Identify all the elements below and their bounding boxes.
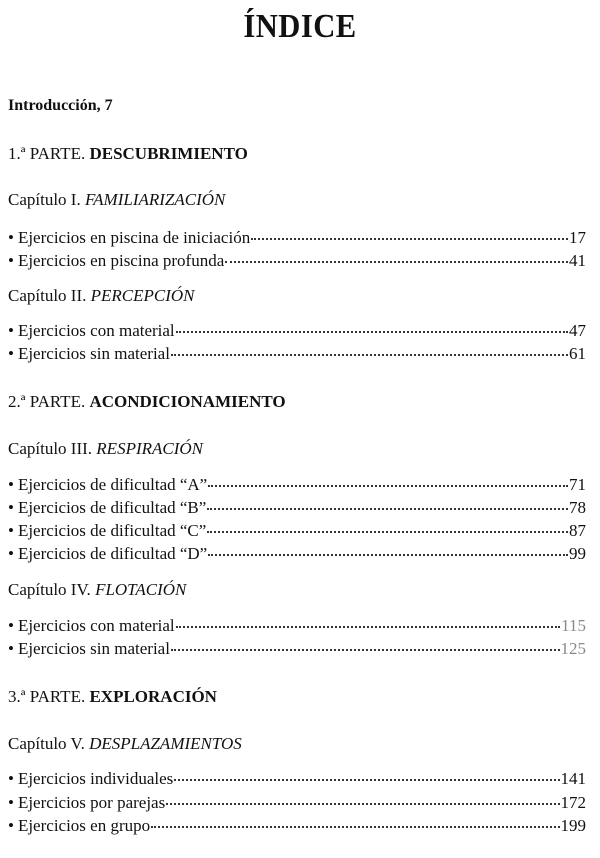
toc-entry [8, 320, 586, 342]
dot-leader [174, 771, 559, 781]
toc-entry [8, 520, 586, 542]
chapter-heading-1 [8, 189, 586, 211]
bullet: • [8, 793, 14, 812]
entry-label: Ejercicios sin material [17, 639, 170, 658]
toc-entry [8, 792, 586, 814]
entry-label: Ejercicios por parejas [17, 793, 166, 812]
chapter-name: PERCEPCIÓN [90, 286, 195, 305]
bullet: • [8, 344, 14, 363]
chapter-name: FLOTACIÓN [95, 580, 187, 599]
entry-page-number: 78 [569, 498, 586, 517]
entry-label: Ejercicios de dificultad “B” [17, 498, 207, 517]
part-number: 3.ª PARTE. [8, 687, 86, 706]
chapter-name: DESPLAZAMIENTOS [89, 734, 242, 753]
chapter-heading-3 [8, 438, 586, 460]
chapter-prefix: Capítulo IV. [8, 580, 91, 599]
part-name: EXPLORACIÓN [89, 687, 217, 706]
entry-page-number: 99 [569, 544, 586, 563]
dot-leader [166, 795, 559, 805]
dot-leader [207, 523, 568, 533]
dot-leader [208, 546, 568, 556]
entry-label: Ejercicios en piscina profunda [17, 251, 225, 270]
dot-leader [251, 230, 568, 240]
entry-page-number: 141 [560, 769, 586, 788]
chapter-heading-5 [8, 733, 586, 755]
bullet: • [8, 228, 14, 247]
dot-leader [225, 253, 568, 263]
page-title: ÍNDICE [243, 8, 357, 45]
chapter-name: FAMILIARIZACIÓN [84, 190, 226, 209]
part-name: DESCUBRIMIENTO [89, 144, 248, 163]
entry-page-number: 47 [569, 321, 586, 340]
introduction-entry: Introducción, 7 [8, 97, 113, 114]
bullet: • [8, 544, 14, 563]
bullet: • [8, 521, 14, 540]
toc-entry [8, 638, 586, 660]
chapter-prefix: Capítulo V. [8, 734, 85, 753]
toc-entry [8, 250, 586, 272]
part-heading-3 [8, 686, 586, 708]
dot-leader [171, 641, 560, 651]
dot-leader [171, 346, 568, 356]
entry-page-number: 199 [560, 816, 586, 835]
toc-entry [8, 343, 586, 365]
toc-entry [8, 768, 586, 790]
toc-entry [8, 543, 586, 565]
dot-leader [208, 477, 568, 487]
toc-entry [8, 474, 586, 496]
entry-label: Ejercicios en piscina de iniciación [17, 228, 251, 247]
bullet: • [8, 769, 14, 788]
entry-page-number: 61 [569, 344, 586, 363]
dot-leader [176, 323, 568, 333]
entry-page-number: 17 [569, 228, 586, 247]
part-number: 1.ª PARTE. [8, 144, 86, 163]
part-heading-1 [8, 143, 586, 165]
entry-label: Ejercicios individuales [17, 769, 174, 788]
entry-label: Ejercicios con material [17, 616, 175, 635]
entry-label: Ejercicios con material [17, 321, 175, 340]
entry-label: Ejercicios de dificultad “D” [17, 544, 208, 563]
chapter-name: RESPIRACIÓN [96, 439, 203, 458]
entry-label: Ejercicios de dificultad “C” [17, 521, 207, 540]
toc-entry [8, 615, 586, 637]
chapter-heading-4 [8, 579, 586, 601]
bullet: • [8, 251, 14, 270]
part-name: ACONDICIONAMIENTO [89, 392, 286, 411]
dot-leader [151, 818, 559, 828]
entry-page-number: 41 [569, 251, 586, 270]
entry-page-number: 71 [569, 475, 586, 494]
bullet: • [8, 475, 14, 494]
bullet: • [8, 616, 14, 635]
part-number: 2.ª PARTE. [8, 392, 86, 411]
entry-page-number: 172 [560, 793, 586, 812]
toc-entry [8, 227, 586, 249]
bullet: • [8, 816, 14, 835]
part-heading-2 [8, 391, 586, 413]
entry-page-number: 115 [561, 616, 586, 635]
dot-leader [176, 618, 560, 628]
chapter-prefix: Capítulo III. [8, 439, 93, 458]
toc-entry [8, 815, 586, 837]
bullet: • [8, 639, 14, 658]
bullet: • [8, 321, 14, 340]
entry-label: Ejercicios sin material [17, 344, 170, 363]
toc-entry [8, 497, 586, 519]
chapter-heading-2 [8, 285, 586, 307]
entry-label: Ejercicios de dificultad “A” [17, 475, 208, 494]
chapter-prefix: Capítulo II. [8, 286, 87, 305]
dot-leader [207, 500, 568, 510]
entry-page-number: 125 [560, 639, 586, 658]
bullet: • [8, 498, 14, 517]
entry-label: Ejercicios en grupo [17, 816, 151, 835]
chapter-prefix: Capítulo I. [8, 190, 81, 209]
entry-page-number: 87 [569, 521, 586, 540]
